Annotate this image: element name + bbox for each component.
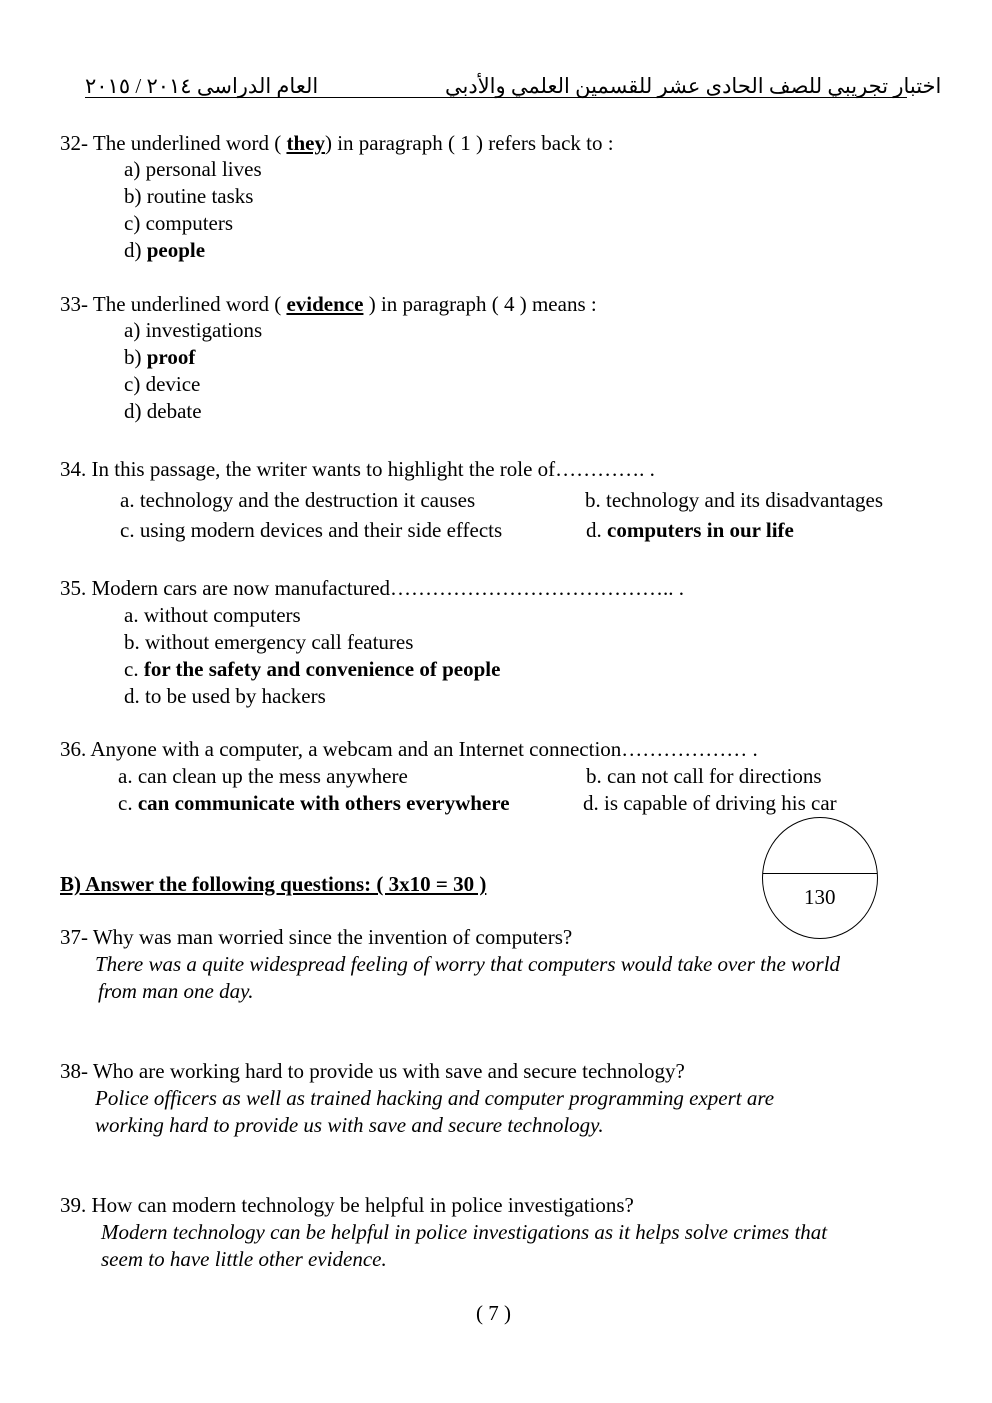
q32-option-d: d) people: [124, 238, 206, 262]
q34-option-a: a. technology and the destruction it causes: [120, 488, 476, 512]
page-number: ( 7 ): [476, 1301, 511, 1325]
exam-title: اختبار تجريبي للصف الحادى عشر للقسمين العلمي والأدبي: [445, 74, 942, 98]
question-38: 38- Who are working hard to provide us with save and secure technology?: [60, 1059, 685, 1083]
q33-option-c: c) device: [124, 372, 201, 396]
q32-option-b: b) routine tasks: [124, 184, 254, 208]
q33-option-a: a) investigations: [124, 318, 263, 342]
q34-option-d: d. computers in our life: [586, 518, 794, 542]
question-33-stem: 33- The underlined word ( evidence ) in paragraph ( 4 ) means :: [60, 292, 597, 316]
section-b-title: B) Answer the following questions: ( 3x10 = 30 ): [60, 872, 487, 896]
question-37: 37- Why was man worried since the invention of computers?: [60, 925, 573, 949]
answer-39-line-1: Modern technology can be helpful in police investigations as it helps solve crimes that: [101, 1220, 828, 1244]
q36-correct-answer: can communicate with others everywhere: [137, 791, 510, 815]
q35-option-d: d. to be used by hackers: [124, 684, 326, 708]
q33-option-d: d) debate: [124, 399, 202, 423]
question-32-stem: 32- The underlined word ( they) in paragraph ( 1 ) refers back to :: [60, 131, 614, 155]
underlined-word-evidence: evidence: [286, 292, 364, 316]
question-36-stem: 36. Anyone with a computer, a webcam and an Internet connection……………… .: [60, 737, 758, 761]
score-circle-divider: [763, 873, 877, 874]
question-39: 39. How can modern technology be helpful in police investigations?: [60, 1193, 634, 1217]
q35-correct-answer: for the safety and convenience of people: [143, 657, 501, 681]
q34-correct-answer: computers in our life: [607, 518, 794, 542]
q32-correct-answer: people: [146, 238, 206, 262]
answer-38-line-1: Police officers as well as trained hacking and computer programming expert are: [95, 1086, 775, 1110]
q32-option-c: c) computers: [124, 211, 234, 235]
q34-option-b: b. technology and its disadvantages: [585, 488, 884, 512]
q36-option-a: a. can clean up the mess anywhere: [118, 764, 408, 788]
q33-correct-answer: proof: [146, 345, 196, 369]
academic-year: العام الدراسى ٢٠١٤ / ٢٠١٥: [85, 74, 319, 98]
answer-38-line-2: working hard to provide us with save and secure technology.: [95, 1113, 604, 1137]
q36-option-b: b. can not call for directions: [586, 764, 822, 788]
answer-37-line-2: from man one day.: [98, 979, 254, 1003]
score-circle: [762, 817, 878, 939]
answer-39-line-2: seem to have little other evidence.: [101, 1247, 387, 1271]
score-value: 130: [804, 885, 836, 909]
header-divider: [85, 97, 907, 98]
q35-option-c: c. for the safety and convenience of people: [124, 657, 501, 681]
q35-option-b: b. without emergency call features: [124, 630, 414, 654]
q32-option-a: a) personal lives: [124, 157, 262, 181]
q36-option-c: c. can communicate with others everywhere: [118, 791, 510, 815]
q36-option-d: d. is capable of driving his car: [583, 791, 837, 815]
q35-option-a: a. without computers: [124, 603, 301, 627]
question-34-stem: 34. In this passage, the writer wants to highlight the role of…………. .: [60, 457, 655, 481]
q34-option-c: c. using modern devices and their side effects: [120, 518, 503, 542]
answer-37-line-1: There was a quite widespread feeling of worry that computers would take over the world: [95, 952, 841, 976]
underlined-word-they: they: [286, 131, 325, 155]
question-35-stem: 35. Modern cars are now manufactured………………………………….. .: [60, 576, 685, 600]
q33-option-b: b) proof: [124, 345, 196, 369]
